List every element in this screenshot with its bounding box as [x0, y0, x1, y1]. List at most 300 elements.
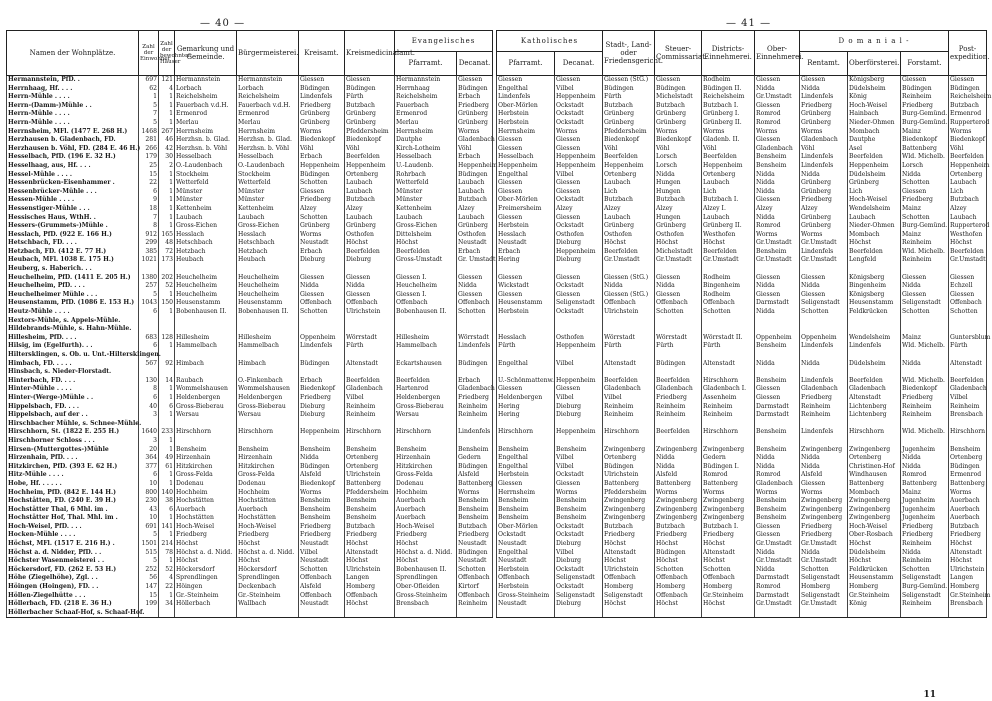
table-cell: Düdelsheim	[848, 171, 901, 180]
table-cell: Hirzenhain	[237, 454, 299, 463]
table-cell: Hirschhorn	[702, 377, 755, 386]
table-row	[7, 265, 493, 274]
table-cell: Gr.Umstadt	[755, 93, 800, 102]
table-cell: 697	[139, 76, 159, 85]
table-cell: Offenbach	[299, 574, 345, 583]
table-cell: Hocken-Mühle . . . .	[7, 531, 139, 540]
table-cell: Giessen	[949, 76, 987, 85]
table-cell: Friedberg	[457, 394, 493, 403]
table-cell: 691	[139, 523, 159, 532]
table-cell: Bensheim	[755, 377, 800, 386]
table-cell: Butzbach	[949, 196, 987, 205]
table-cell: Osthofen	[555, 334, 603, 343]
table-cell: Giessen	[555, 145, 603, 154]
table-cell: Hillesheim	[237, 334, 299, 343]
table-cell: Höchst	[175, 540, 237, 549]
table-cell: Giessen	[555, 76, 603, 85]
table-row	[497, 377, 987, 386]
table-cell: Grünberg	[457, 222, 493, 231]
table-cell: 1	[159, 437, 175, 446]
table-cell: Lindenfels	[457, 342, 493, 351]
table-cell: Laubach	[702, 179, 755, 188]
table-cell: Fürth	[603, 342, 655, 351]
table-cell: Sprendlingen	[395, 574, 457, 583]
table-cell: Vilbel	[555, 360, 603, 369]
table-row	[7, 291, 493, 300]
table-cell: Grünberg II.	[702, 119, 755, 128]
table-cell: Grünberg	[603, 119, 655, 128]
table-cell: Reinheim	[901, 256, 949, 265]
table-cell: Butzbach	[603, 196, 655, 205]
table-cell: Gr.Umstadt	[702, 256, 755, 265]
table-row	[497, 531, 987, 540]
table-cell: 61	[159, 463, 175, 472]
table-cell: Giessen	[655, 76, 702, 85]
table-cell: Bensheim	[497, 506, 555, 515]
table-cell: Beerfelden	[949, 248, 987, 257]
table-row	[497, 231, 987, 240]
table-cell: 1	[159, 119, 175, 128]
table-cell	[175, 325, 237, 334]
table-cell: Herbstein	[497, 110, 555, 119]
table-cell: Gross-Eichen	[395, 222, 457, 231]
table-cell	[655, 368, 702, 377]
header-mayoralty: Bürgermeisterei.	[237, 31, 299, 76]
table-cell: Reinheim	[345, 411, 395, 420]
table-cell: 1021	[139, 256, 159, 265]
table-cell: Brensbach	[949, 411, 987, 420]
table-row	[7, 480, 493, 489]
table-cell: Laubach	[603, 179, 655, 188]
table-cell: Büdingen	[299, 463, 345, 472]
table-cell: Lich	[603, 188, 655, 197]
table-cell: Ockstadt	[555, 282, 603, 291]
table-row	[7, 153, 493, 162]
table-cell: Gross-Bieberau	[237, 403, 299, 412]
table-cell: Wld. Michelb.	[901, 342, 949, 351]
table-cell	[949, 609, 987, 618]
table-cell: Heppenheim	[299, 428, 345, 437]
table-cell: Stockheim	[237, 171, 299, 180]
table-cell: 1	[159, 514, 175, 523]
table-cell: Herbstein	[497, 222, 555, 231]
table-cell	[159, 609, 175, 618]
table-cell: Giessen	[299, 188, 345, 197]
table-cell: Ober-Mörlen	[497, 196, 555, 205]
header-forestry: Oberförsterei.	[848, 51, 901, 75]
table-cell: Giessen	[755, 291, 800, 300]
table-cell	[755, 609, 800, 618]
table-cell: Nidda	[800, 463, 848, 472]
table-row	[7, 136, 493, 145]
table-cell	[175, 609, 237, 618]
table-cell: Nidda	[755, 549, 800, 558]
table-cell: Engelthal	[497, 549, 555, 558]
table-cell: Romrod	[755, 110, 800, 119]
table-cell: Hirzenhain	[395, 454, 457, 463]
table-cell: Grünberg	[299, 119, 345, 128]
table-row	[497, 171, 987, 180]
table-cell: Hirschhorn	[702, 428, 755, 437]
table-cell: Höchst	[345, 540, 395, 549]
table-cell: Hirschhorn	[603, 428, 655, 437]
table-cell: 46	[159, 136, 175, 145]
table-cell: Heppenheim	[345, 162, 395, 171]
table-cell: Hungen	[655, 188, 702, 197]
table-cell: Heppenheim	[950, 161, 990, 169]
table-cell: Worms	[702, 128, 755, 137]
table-cell: Lorsch	[655, 153, 702, 162]
table-row	[7, 188, 493, 197]
table-cell: 42	[159, 145, 175, 154]
table-cell: Hoch-Weisel, PfD. . . .	[7, 523, 139, 532]
table-cell: Hessen-Mühle . . . .	[7, 196, 139, 205]
table-cell: Herzhsn. b. Glad.	[237, 136, 299, 145]
table-cell: Ermenrod	[949, 471, 987, 480]
table-cell: Heppenheim	[555, 428, 603, 437]
table-cell	[395, 325, 457, 334]
header-houses: Zahl der bewohnten Häuser	[159, 31, 175, 76]
table-cell: Beerfelden	[395, 377, 457, 386]
table-cell: Nidda	[901, 171, 949, 180]
table-cell: Hungen	[655, 214, 702, 223]
table-row	[7, 540, 493, 549]
table-cell: Lindenfels	[848, 342, 901, 351]
table-cell: Friedberg	[800, 196, 848, 205]
table-cell: Hammelbach	[395, 342, 457, 351]
table-cell: Lindenfels	[800, 93, 848, 102]
table-row	[7, 377, 493, 386]
table-cell: Vilbel	[555, 394, 603, 403]
table-cell: Giessen	[345, 274, 395, 283]
table-row	[7, 282, 493, 291]
table-cell: Reinheim	[901, 403, 949, 412]
table-cell: Sprendlingen	[175, 574, 237, 583]
table-cell	[702, 351, 755, 360]
table-cell: Giessen	[800, 76, 848, 85]
table-cell: Alzey	[457, 205, 493, 214]
table-row	[7, 342, 493, 351]
table-cell: Reichelsheim	[950, 93, 992, 101]
table-cell: Laubach	[345, 179, 395, 188]
table-cell: Heubach	[237, 256, 299, 265]
table-row	[497, 179, 987, 188]
table-cell: Hetzbach	[175, 248, 237, 257]
table-cell: Herrnsheim	[497, 128, 555, 137]
table-cell: Büdingen	[299, 171, 345, 180]
table-cell: Giessen	[497, 179, 555, 188]
table-cell: Romrod	[755, 583, 800, 592]
table-cell: Rupperterod	[950, 118, 990, 126]
table-cell: Darmstadt	[755, 574, 800, 583]
table-cell: Heuchelheim	[237, 282, 299, 291]
table-cell: Pfeddersheim	[345, 489, 395, 498]
table-row	[7, 506, 493, 515]
table-cell: Friedberg	[800, 523, 848, 532]
table-cell: Giessen	[299, 76, 345, 85]
table-cell: Giessen	[755, 531, 800, 540]
table-cell: Büdingen	[299, 360, 345, 369]
table-cell: Kirtorf	[457, 583, 493, 592]
table-row	[497, 214, 987, 223]
table-cell: Laubach	[603, 214, 655, 223]
table-cell: Darmstadt	[755, 403, 800, 412]
table-row	[7, 93, 493, 102]
table-cell: Gladenbach	[345, 385, 395, 394]
table-cell: Höchst a. d. Nidder, PfD. . .	[7, 549, 139, 558]
table-cell: Schotten	[655, 566, 702, 575]
table-cell	[755, 420, 800, 429]
table-cell: Höchst	[237, 540, 299, 549]
table-cell: 34	[159, 600, 175, 609]
table-cell: Hirschhorn	[237, 428, 299, 437]
table-cell: Bensheim	[299, 446, 345, 455]
table-cell: Neustadt	[299, 540, 345, 549]
table-cell: Bensheim	[299, 514, 345, 523]
table-cell: Dautphe	[848, 136, 901, 145]
table-cell: Hammelbach	[237, 342, 299, 351]
table-cell: Auerbach	[949, 497, 987, 506]
table-cell: Nidda	[901, 454, 949, 463]
table-cell: Neustadt	[457, 540, 493, 549]
table-row	[7, 110, 493, 119]
table-cell: Lengfeld	[848, 256, 901, 265]
table-cell: Lindenfels	[800, 377, 848, 386]
table-cell: Mainz	[901, 128, 949, 137]
table-cell: Giessen	[755, 274, 800, 283]
table-cell	[159, 420, 175, 429]
table-cell: Altenstadt	[345, 549, 395, 558]
table-cell: 4	[159, 85, 175, 94]
table-cell: Burg-Gemünd.	[902, 222, 948, 230]
table-cell: Pfeddersheim	[603, 489, 655, 498]
table-cell: Reinheim	[901, 557, 949, 566]
table-cell: Vilbel	[345, 394, 395, 403]
table-cell: Seligenstadt	[555, 592, 603, 601]
table-cell	[395, 317, 457, 326]
table-row	[497, 566, 987, 575]
table-cell: Friedberg	[299, 531, 345, 540]
table-cell: Grünberg	[848, 179, 901, 188]
table-cell: 1	[159, 179, 175, 188]
table-cell: Worms	[755, 128, 800, 137]
table-row	[497, 248, 987, 257]
table-cell: Grünberg	[603, 110, 655, 119]
table-cell: Laubach	[949, 214, 987, 223]
table-cell	[345, 368, 395, 377]
table-cell: Nidda	[901, 282, 949, 291]
table-cell: Butzbach	[655, 523, 702, 532]
table-cell: Kettenheim	[175, 205, 237, 214]
table-cell: Osthofen	[457, 231, 493, 240]
table-cell: Giessen	[800, 291, 848, 300]
table-cell: Nidda	[655, 171, 702, 180]
table-cell: Höchst	[702, 600, 755, 609]
table-cell: Worms	[457, 128, 493, 137]
table-row	[7, 222, 493, 231]
table-cell: Beerfelden	[702, 248, 755, 257]
table-cell: Gross-Felda	[175, 471, 237, 480]
table-cell: Altenstadt	[848, 394, 901, 403]
table-cell: Offenbach	[603, 299, 655, 308]
table-cell: Bensheim	[497, 514, 555, 523]
table-cell	[497, 351, 555, 360]
table-cell	[949, 265, 987, 274]
table-cell	[800, 437, 848, 446]
table-cell: Wörrstadt	[457, 334, 493, 343]
table-cell: Giessen	[497, 385, 555, 394]
table-cell: Lindenfels	[299, 93, 345, 102]
table-cell: Neustadt	[457, 557, 493, 566]
table-cell: Höchst	[655, 239, 702, 248]
table-cell: Hiltersklingen, s. Ob. u. Unt.-Hiltersklingen.	[8, 351, 161, 358]
table-cell: Zwingenberg	[800, 446, 848, 455]
table-cell: Offenbach	[603, 574, 655, 583]
table-cell: Darmstadt	[755, 299, 800, 308]
table-cell: Wld. Michelb.	[901, 153, 949, 162]
table-cell: Ortenberg	[702, 171, 755, 180]
table-cell: Herrnhaag	[395, 85, 457, 94]
table-cell	[345, 420, 395, 429]
table-cell	[848, 325, 901, 334]
table-cell: Fauerbach	[395, 102, 457, 111]
table-cell: Alzey	[345, 205, 395, 214]
table-cell	[345, 437, 395, 446]
table-cell: Bobenhausen II.	[237, 308, 299, 317]
table-cell: Grünberg	[800, 222, 848, 231]
table-cell: Nidda	[755, 566, 800, 575]
table-cell: Gladenbach I.	[702, 385, 755, 394]
table-cell: Bensheim	[755, 153, 800, 162]
table-row	[7, 162, 493, 171]
table-cell: Dodenau	[175, 480, 237, 489]
table-row	[497, 110, 987, 119]
table-cell: Lichtenberg	[848, 411, 901, 420]
table-cell: Bensheim	[555, 497, 603, 506]
table-cell: Herrn-Mühle . . . .	[7, 119, 139, 128]
table-cell	[603, 325, 655, 334]
table-cell: Reichelsheim	[175, 93, 237, 102]
table-cell: Reinheim	[655, 403, 702, 412]
table-cell: 1	[159, 394, 175, 403]
table-cell: Deckenbach	[237, 583, 299, 592]
table-cell: Lindenfels	[497, 93, 555, 102]
table-row	[497, 85, 987, 94]
table-cell: Beerfelden	[603, 377, 655, 386]
table-cell: 5	[139, 557, 159, 566]
table-row	[7, 76, 493, 85]
table-cell: Giessen	[345, 76, 395, 85]
table-cell	[139, 317, 159, 326]
table-cell: Worms	[299, 231, 345, 240]
table-cell	[555, 325, 603, 334]
table-cell: 1468	[139, 128, 159, 137]
table-cell: Heppenheim	[458, 161, 498, 169]
table-cell: 1	[159, 308, 175, 317]
table-cell: Lorsch	[655, 162, 702, 171]
table-cell: Nidda	[901, 549, 949, 558]
table-cell: Homberg	[702, 583, 755, 592]
table-cell: Rupperterod	[950, 222, 990, 230]
table-cell: Battenberg	[702, 480, 755, 489]
table-cell: Nidda	[755, 85, 800, 94]
header-cath-parish: Pfarramt.	[497, 51, 555, 75]
table-cell: Fauerbach v.d.H.	[175, 102, 237, 111]
table-cell: Ober-Mörlen	[497, 523, 555, 532]
table-cell: Engelthal	[497, 171, 555, 180]
table-cell: Ermenrod	[949, 110, 987, 119]
table-cell: Reichelsheim	[237, 93, 299, 102]
table-cell: 40	[139, 403, 159, 412]
table-cell: Gladenbach	[950, 385, 987, 393]
table-cell: Giessen	[800, 274, 848, 283]
table-cell: Giessen	[949, 274, 987, 283]
table-cell: Butzbach	[949, 102, 987, 111]
table-cell: Nidda	[755, 179, 800, 188]
table-cell: Butzbach	[655, 196, 702, 205]
table-cell: Büdingen	[949, 463, 987, 472]
table-cell: Höchst	[848, 239, 901, 248]
table-cell: Beerfelden	[848, 377, 901, 386]
table-row	[7, 531, 493, 540]
table-cell: Friedberg	[655, 531, 702, 540]
table-cell: Worms	[755, 231, 800, 240]
table-cell: Höchst	[949, 540, 987, 549]
table-cell: Wallbach	[237, 600, 299, 609]
table-cell: Reinheim	[901, 600, 949, 609]
table-cell: 22	[139, 179, 159, 188]
table-row	[497, 506, 987, 515]
table-cell: Grünberg	[345, 119, 395, 128]
table-cell: Alzey I.	[702, 205, 755, 214]
table-cell: Gr.-Steinheim	[175, 592, 237, 601]
table-cell: Hochstätten, FD. (240 E. 39 H.)	[7, 497, 139, 506]
table-cell	[395, 368, 457, 377]
table-cell: Gr.Steinheim	[848, 592, 901, 601]
table-cell	[555, 265, 603, 274]
table-cell	[848, 420, 901, 429]
table-cell: Reinheim	[800, 411, 848, 420]
table-cell: Reinheim	[702, 411, 755, 420]
table-cell: Hesslach	[237, 231, 299, 240]
table-cell: Höchst	[395, 557, 457, 566]
table-cell: Höchst	[655, 557, 702, 566]
table-cell: Gr.Umstadt	[800, 256, 848, 265]
table-cell: Ulrichstein	[603, 471, 655, 480]
table-cell: Fürth	[655, 342, 702, 351]
table-cell: Büdingen	[457, 85, 493, 94]
table-cell: Friedberg	[299, 196, 345, 205]
table-cell: Westhofen	[949, 231, 987, 240]
table-row	[7, 299, 493, 308]
table-cell: 233	[159, 428, 175, 437]
table-cell: Hochheim	[237, 489, 299, 498]
table-cell	[755, 317, 800, 326]
table-cell: Merlau	[175, 119, 237, 128]
table-cell: 6	[159, 403, 175, 412]
table-cell: Neustadt	[497, 600, 555, 609]
table-cell: Gross-Steinheim	[497, 592, 555, 601]
left-table-body	[7, 76, 498, 618]
table-cell: Gr.Umstadt	[755, 256, 800, 265]
table-cell: 48	[159, 239, 175, 248]
table-row	[497, 385, 987, 394]
table-cell	[159, 265, 175, 274]
header-ev-parish: Pfarramt.	[395, 51, 457, 75]
table-cell: Neustadt	[299, 239, 345, 248]
table-cell: Fürth	[345, 342, 395, 351]
table-row	[497, 274, 987, 283]
